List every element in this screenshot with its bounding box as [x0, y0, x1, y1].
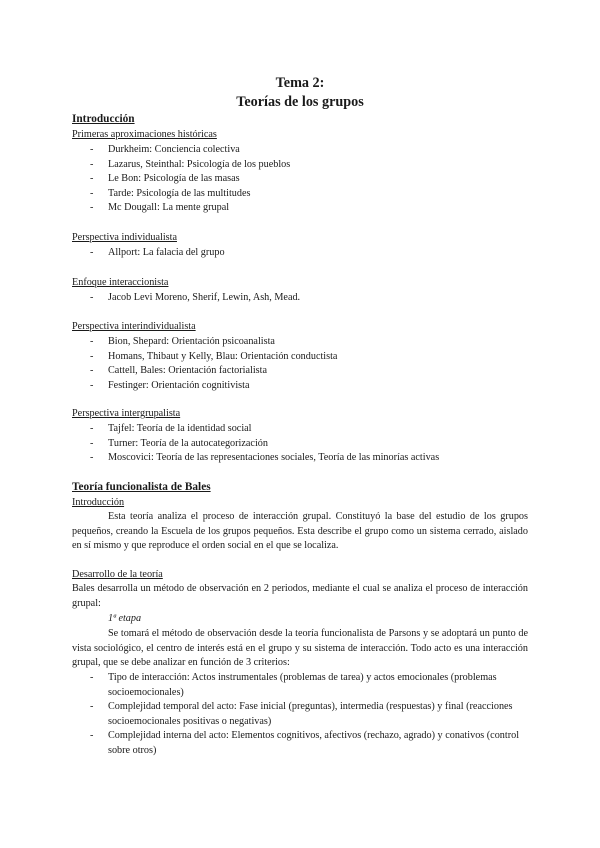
section-title-intergroup: Perspectiva intergrupalista [72, 408, 181, 419]
list-item [72, 201, 532, 216]
section-title-individualist: Perspectiva individualista [72, 232, 177, 243]
list-item-text: Tarde: Psicología de las multitudes [108, 187, 251, 199]
dash-bullet: - [90, 336, 94, 347]
bales-intro-title: Introducción [72, 497, 125, 508]
list-item [72, 246, 532, 261]
list-item-text: Complejidad temporal del acto: Fase inicial (preguntas), intermedia (respuestas) y final (reacciones socioemocionales positivas o negativas) [108, 701, 513, 727]
dash-bullet: - [90, 423, 94, 434]
bales-heading: Teoría funcionalista de Bales [72, 481, 211, 493]
list-item-text: Tipo de interacción: Actos instrumentales (problemas de tarea) y actos emocionales (problemas socioemocionales) [108, 672, 497, 698]
list-item [72, 700, 532, 729]
list-item [72, 379, 532, 394]
dash-bullet: - [90, 730, 94, 742]
bales-intro-paragraph: Esta teoría analiza el proceso de interacción grupal. Constituyó la base del estudio de los grupos pequeños, creando la Escuela de los grupos pequeños. Esta describe el grupo como un sistema cerrado, aislado en sí mismo y que reproduce el orden social en el que se localiza. [72, 511, 528, 552]
dash-bullet: - [90, 173, 94, 185]
historical-list [72, 143, 532, 216]
section-title-interindividualist: Perspectiva interindividualista [72, 321, 196, 332]
list-item [72, 671, 532, 700]
dash-bullet: - [90, 672, 94, 683]
list-item [72, 187, 532, 202]
list-item [72, 158, 532, 173]
list-item [72, 350, 532, 365]
list-item [72, 291, 532, 306]
criteria-list [72, 671, 532, 759]
section-title-historical: Primeras aproximaciones históricas [72, 129, 217, 140]
dash-bullet: - [90, 701, 94, 713]
list-item [72, 143, 532, 158]
list-item [72, 364, 532, 379]
dash-bullet: - [90, 158, 94, 170]
list-item-text: Jacob Levi Moreno, Sherif, Lewin, Ash, Mead. [108, 292, 301, 303]
list-item-text: Tajfel: Teoría de la identidad social [108, 423, 252, 434]
list-item-text: Turner: Teoría de la autocategorización [108, 437, 268, 449]
list-item-text: Allport: La falacia del grupo [108, 247, 225, 258]
list-item-text: Bion, Shepard: Orientación psicoanalista [108, 336, 275, 347]
intro-heading: Introducción [72, 113, 135, 125]
intergroup-list [72, 422, 532, 466]
list-item-text: Homans, Thibaut y Kelly, Blau: Orientación conductista [108, 350, 338, 362]
document-title-line-2: Teorías de los grupos [236, 94, 364, 110]
dash-bullet: - [90, 187, 94, 199]
list-item [72, 729, 532, 758]
section-title-interactionist: Enfoque interaccionista [72, 277, 169, 288]
list-item [72, 451, 532, 466]
dash-bullet: - [90, 365, 94, 377]
list-item-text: Moscovici: Teoría de las representaciones sociales, Teoría de las minorías activas [108, 452, 440, 464]
dash-bullet: - [90, 202, 94, 214]
list-item-text: Lazarus, Steinthal: Psicología de los pueblos [108, 158, 291, 170]
bales-development-title: Desarrollo de la teoría [72, 569, 163, 580]
dash-bullet: - [90, 452, 94, 464]
list-item [72, 172, 532, 187]
list-item [72, 422, 532, 437]
dash-bullet: - [90, 144, 94, 155]
dash-bullet: - [90, 379, 94, 391]
dash-bullet: - [90, 437, 94, 449]
list-item-text: Durkheim: Conciencia colectiva [108, 144, 240, 155]
dash-bullet: - [90, 350, 94, 362]
dash-bullet: - [90, 292, 94, 303]
list-item-text: Cattell, Bales: Orientación factorialista [108, 365, 267, 377]
list-item [72, 335, 532, 350]
interactionist-list [72, 291, 532, 306]
stage-paragraph: Se tomará el método de observación desde la teoría funcionalista de Parsons y se adoptará un punto de vista sociológico, el centro de interés está en el grupo y su sistema de interacción. Todo acto es una interacción grupal, que se debe analizar en función de 3 criterios: [72, 628, 528, 669]
interindividualist-list [72, 335, 532, 393]
list-item-text: Mc Dougall: La mente grupal [108, 202, 230, 214]
bales-development-paragraph: Bales desarrolla un método de observación en 2 periodos, mediante el cual se analiza el proceso de interacción grupal: [72, 583, 528, 609]
individualist-list [72, 246, 532, 261]
list-item-text: Le Bon: Psicología de las masas [108, 173, 240, 185]
dash-bullet: - [90, 247, 94, 258]
document-title-line-1: Tema 2: [275, 75, 325, 91]
list-item [72, 437, 532, 452]
stage-label: 1ª etapa [108, 613, 142, 624]
list-item-text: Festinger: Orientación cognitivista [108, 379, 250, 391]
list-item-text: Complejidad interna del acto: Elementos cognitivos, afectivos (rechazo, agrado) y conativos (control sobre otros) [108, 730, 520, 756]
